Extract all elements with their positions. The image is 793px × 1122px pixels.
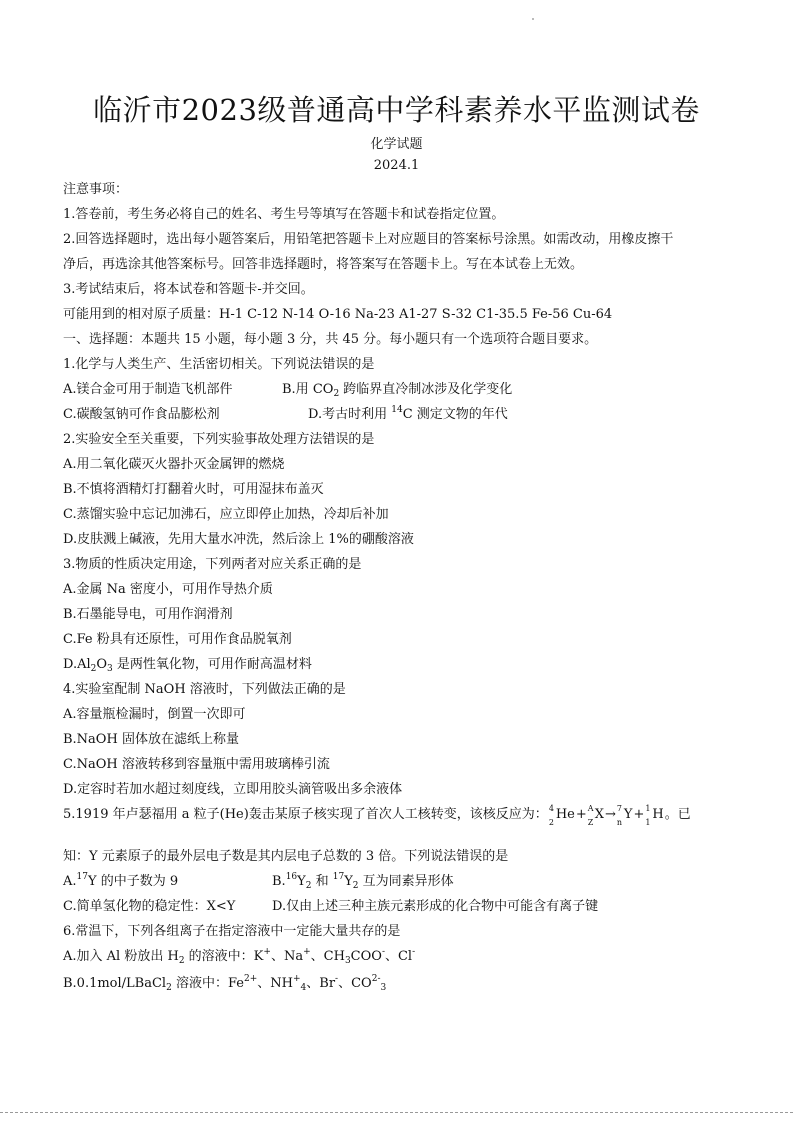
q3-d-sub1: 2 — [90, 664, 97, 674]
question-2-stem: 2.实验安全至关重要，下列实验事故处理方法错误的是 — [63, 432, 375, 447]
q1-option-b — [282, 381, 512, 399]
q2-option-b: B.不慎将酒精灯打翻着火时，可用湿抹布盖灭 — [63, 482, 324, 497]
q6-b-text: B.0.1mol/LBaCl — [63, 976, 167, 991]
q6-b-sub: 2 — [166, 983, 172, 993]
q6-option-b — [63, 975, 386, 993]
q2-option-c: C.蒸馏实验中忘记加沸石，应立即停止加热，冷却后补加 — [63, 507, 389, 522]
q1-d-sup: 14 — [391, 405, 403, 415]
q5-option-d: D.仅由上述三种主族元素形成的化合物中可能含有离子键 — [272, 899, 599, 914]
q3-d-text2: O — [96, 657, 108, 672]
note-1: 1.答卷前，考生务必将自己的姓名、考生号等填写在答题卡和试卷指定位置。 — [63, 207, 505, 222]
q6-a-sub: 2 — [178, 956, 185, 966]
note-2a: 2.回答选择题时，选出每小题答案后，用铅笔把答题卡上对应题目的答案标号涂黑。如需改动，用橡皮擦干 — [63, 232, 674, 247]
ammonium-charge: + — [292, 974, 301, 984]
q2-option-d: D.皮肤溅上碱液，先用大量水冲洗，然后涂上 1%的硼酸溶液 — [63, 532, 414, 547]
q3-option-a: A.金属 Na 密度小，可用作导热介质 — [63, 582, 273, 597]
q1-b-text: B.用 CO — [282, 382, 334, 397]
q6-a-text6: 、Cl — [384, 949, 413, 964]
q1-option-c: C.碳酸氢钠可作食品膨松剂 — [63, 407, 220, 422]
carbonate-sub: 3 — [380, 983, 387, 993]
eq-plus: + — [575, 807, 587, 822]
eq-plus-2: + — [633, 807, 645, 822]
h-mass-number: 1 — [645, 804, 651, 813]
q5-b-text: B. — [272, 874, 286, 889]
exam-date: 2024.1 — [373, 158, 420, 173]
q5-b-y1: Y — [297, 874, 306, 889]
q6-a-sup3: - — [381, 947, 385, 957]
q5-stem-text: 5.1919 年卢瑟福用 a 粒子(He)轰击某原子核实现了首次人工核转变，该核反应为： — [63, 807, 548, 822]
q6-a-text: A.加入 Al 粉放出 H — [63, 949, 179, 964]
he-atomic-number: 2 — [548, 818, 554, 827]
q1-option-a: A.镁合金可用于制造飞机部件 — [63, 382, 233, 397]
y-atomic-number: n — [616, 818, 623, 827]
h-atomic-number: 1 — [645, 818, 651, 827]
note-3: 3.考试结束后，将本试卷和答题卡-并交回。 — [63, 282, 314, 297]
he-symbol: He — [555, 807, 575, 822]
q6-a-sub2: 3 — [344, 956, 351, 966]
q2-option-a: A.用二氧化碳灭火器扑灭金属钾的燃烧 — [63, 457, 285, 472]
ammonium-formula: NH — [270, 976, 293, 991]
q1-b-text2: 跨临界直冷制冰涉及化学变化 — [339, 382, 513, 397]
q5-option-b — [272, 873, 454, 891]
q5-option-a — [63, 873, 178, 891]
exam-title: 临沂市2023级普通高中学科素养水平监测试卷 — [93, 93, 700, 127]
q5-stem-end: 。已 — [664, 807, 691, 822]
q5-b-sup1: 16 — [285, 872, 298, 882]
question-5-stem-2: 知：Y 元素原子的最外层电子数是其内层电子总数的 3 倍。下列说法错误的是 — [63, 849, 509, 864]
q1-d-text: D.考古时利用 — [308, 407, 392, 422]
carbonate-formula: CO — [351, 976, 372, 991]
x-mass-number: A — [587, 804, 594, 813]
x-symbol: X — [594, 807, 605, 822]
nuclide-x — [587, 804, 605, 827]
q4-option-d: D.定容时若加水超过刻度线，立即用胶头滴管吸出多余液体 — [63, 782, 403, 797]
q5-b-sub2: 2 — [352, 881, 359, 891]
q3-option-d — [63, 656, 312, 674]
q6-b-text2: 溶液中：Fe — [171, 976, 244, 991]
nuclide-y — [616, 804, 633, 827]
question-6-stem: 6.常温下，下列各组离子在指定溶液中一定能大量共存的是 — [63, 924, 401, 939]
q6-a-sup1: + — [263, 947, 271, 957]
q5-b-sup2: 17 — [332, 872, 345, 882]
atomic-masses: 可能用到的相对原子质量：H-1 C-12 N-14 O-16 Na-23 A1-27 S-32 C1-35.5 Fe-56 Cu-64 — [63, 307, 613, 322]
q1-d-text2: C 测定文物的年代 — [402, 407, 508, 422]
nuclide-h — [645, 804, 664, 827]
q6-option-a — [63, 948, 415, 966]
q5-b-text2: 互为同素异形体 — [358, 874, 454, 889]
scan-speck — [532, 18, 534, 20]
q4-option-a: A.容量瓶检漏时，倒置一次即可 — [63, 707, 246, 722]
ammonium-sub: 4 — [300, 983, 307, 993]
y-mass-number: 7 — [616, 804, 623, 813]
q5-a-sup: 17 — [76, 872, 88, 882]
q5-b-and: 和 — [311, 874, 333, 889]
question-3-stem: 3.物质的性质决定用途，下列两者对应关系正确的是 — [63, 557, 362, 572]
q6-a-sup2: + — [303, 947, 311, 957]
q1-option-d — [308, 406, 508, 424]
q5-option-c: C.简单氢化物的稳定性：X<Y — [63, 899, 236, 914]
q6-b-sup: 2+ — [243, 974, 258, 984]
q3-option-c: C.Fe 粉具有还原性，可用作食品脱氧剂 — [63, 632, 292, 647]
q6-b-sep: 、 — [257, 976, 271, 991]
q4-option-c: C.NaOH 溶液转移到容量瓶中需用玻璃棒引流 — [63, 757, 330, 772]
q1-b-sub: 2 — [333, 389, 340, 399]
q4-option-b: B.NaOH 固体放在滤纸上称量 — [63, 732, 239, 747]
bottom-divider — [0, 1112, 793, 1113]
he-mass-number: 4 — [548, 804, 554, 813]
q3-option-b: B.石墨能导电，可用作润滑剂 — [63, 607, 233, 622]
q3-d-sub2: 3 — [107, 664, 113, 674]
q5-a-text2: Y 的中子数为 9 — [87, 874, 179, 889]
q6-a-text3: 、Na — [270, 949, 304, 964]
q5-a-text: A. — [63, 874, 77, 889]
q6-a-text2: 的溶液中：K — [184, 949, 264, 964]
y-symbol: Y — [623, 807, 633, 822]
q6-b-text3: 、Br — [306, 976, 336, 991]
q6-a-text5: COO — [350, 949, 382, 964]
nuclide-he — [548, 804, 575, 827]
x-atomic-number: Z — [587, 818, 594, 827]
question-5-stem — [63, 804, 691, 827]
section-heading: 一、选择题：本题共 15 小题，每小题 3 分，共 45 分。每小题只有一个选项符合题目要求。 — [63, 332, 598, 347]
carbonate-charge: 2- — [371, 974, 381, 984]
question-4-stem: 4.实验室配制 NaOH 溶液时，下列做法正确的是 — [63, 682, 346, 697]
h-symbol: H — [652, 807, 664, 822]
notes-heading: 注意事项： — [63, 182, 129, 197]
q6-a-sup4: - — [412, 947, 416, 957]
q6-b-sep2: 、 — [338, 976, 352, 991]
exam-subtitle: 化学试题 — [370, 137, 423, 152]
q3-d-text: D.Al — [63, 657, 91, 672]
question-1-stem: 1.化学与人类生产、生活密切相关。下列说法错误的是 — [63, 357, 375, 372]
note-2b: 净后，再选涂其他答案标号。回答非选择题时，将答案写在答题卡上。写在本试卷上无效。 — [63, 257, 584, 272]
q3-d-text3: 是两性氧化物，可用作耐高温材料 — [112, 657, 312, 672]
q5-b-sub1: 2 — [305, 881, 312, 891]
q5-b-y2: Y — [344, 874, 353, 889]
q6-a-text4: 、CH — [310, 949, 345, 964]
q6-b-sup2: - — [335, 974, 339, 984]
eq-arrow: → — [605, 807, 616, 822]
